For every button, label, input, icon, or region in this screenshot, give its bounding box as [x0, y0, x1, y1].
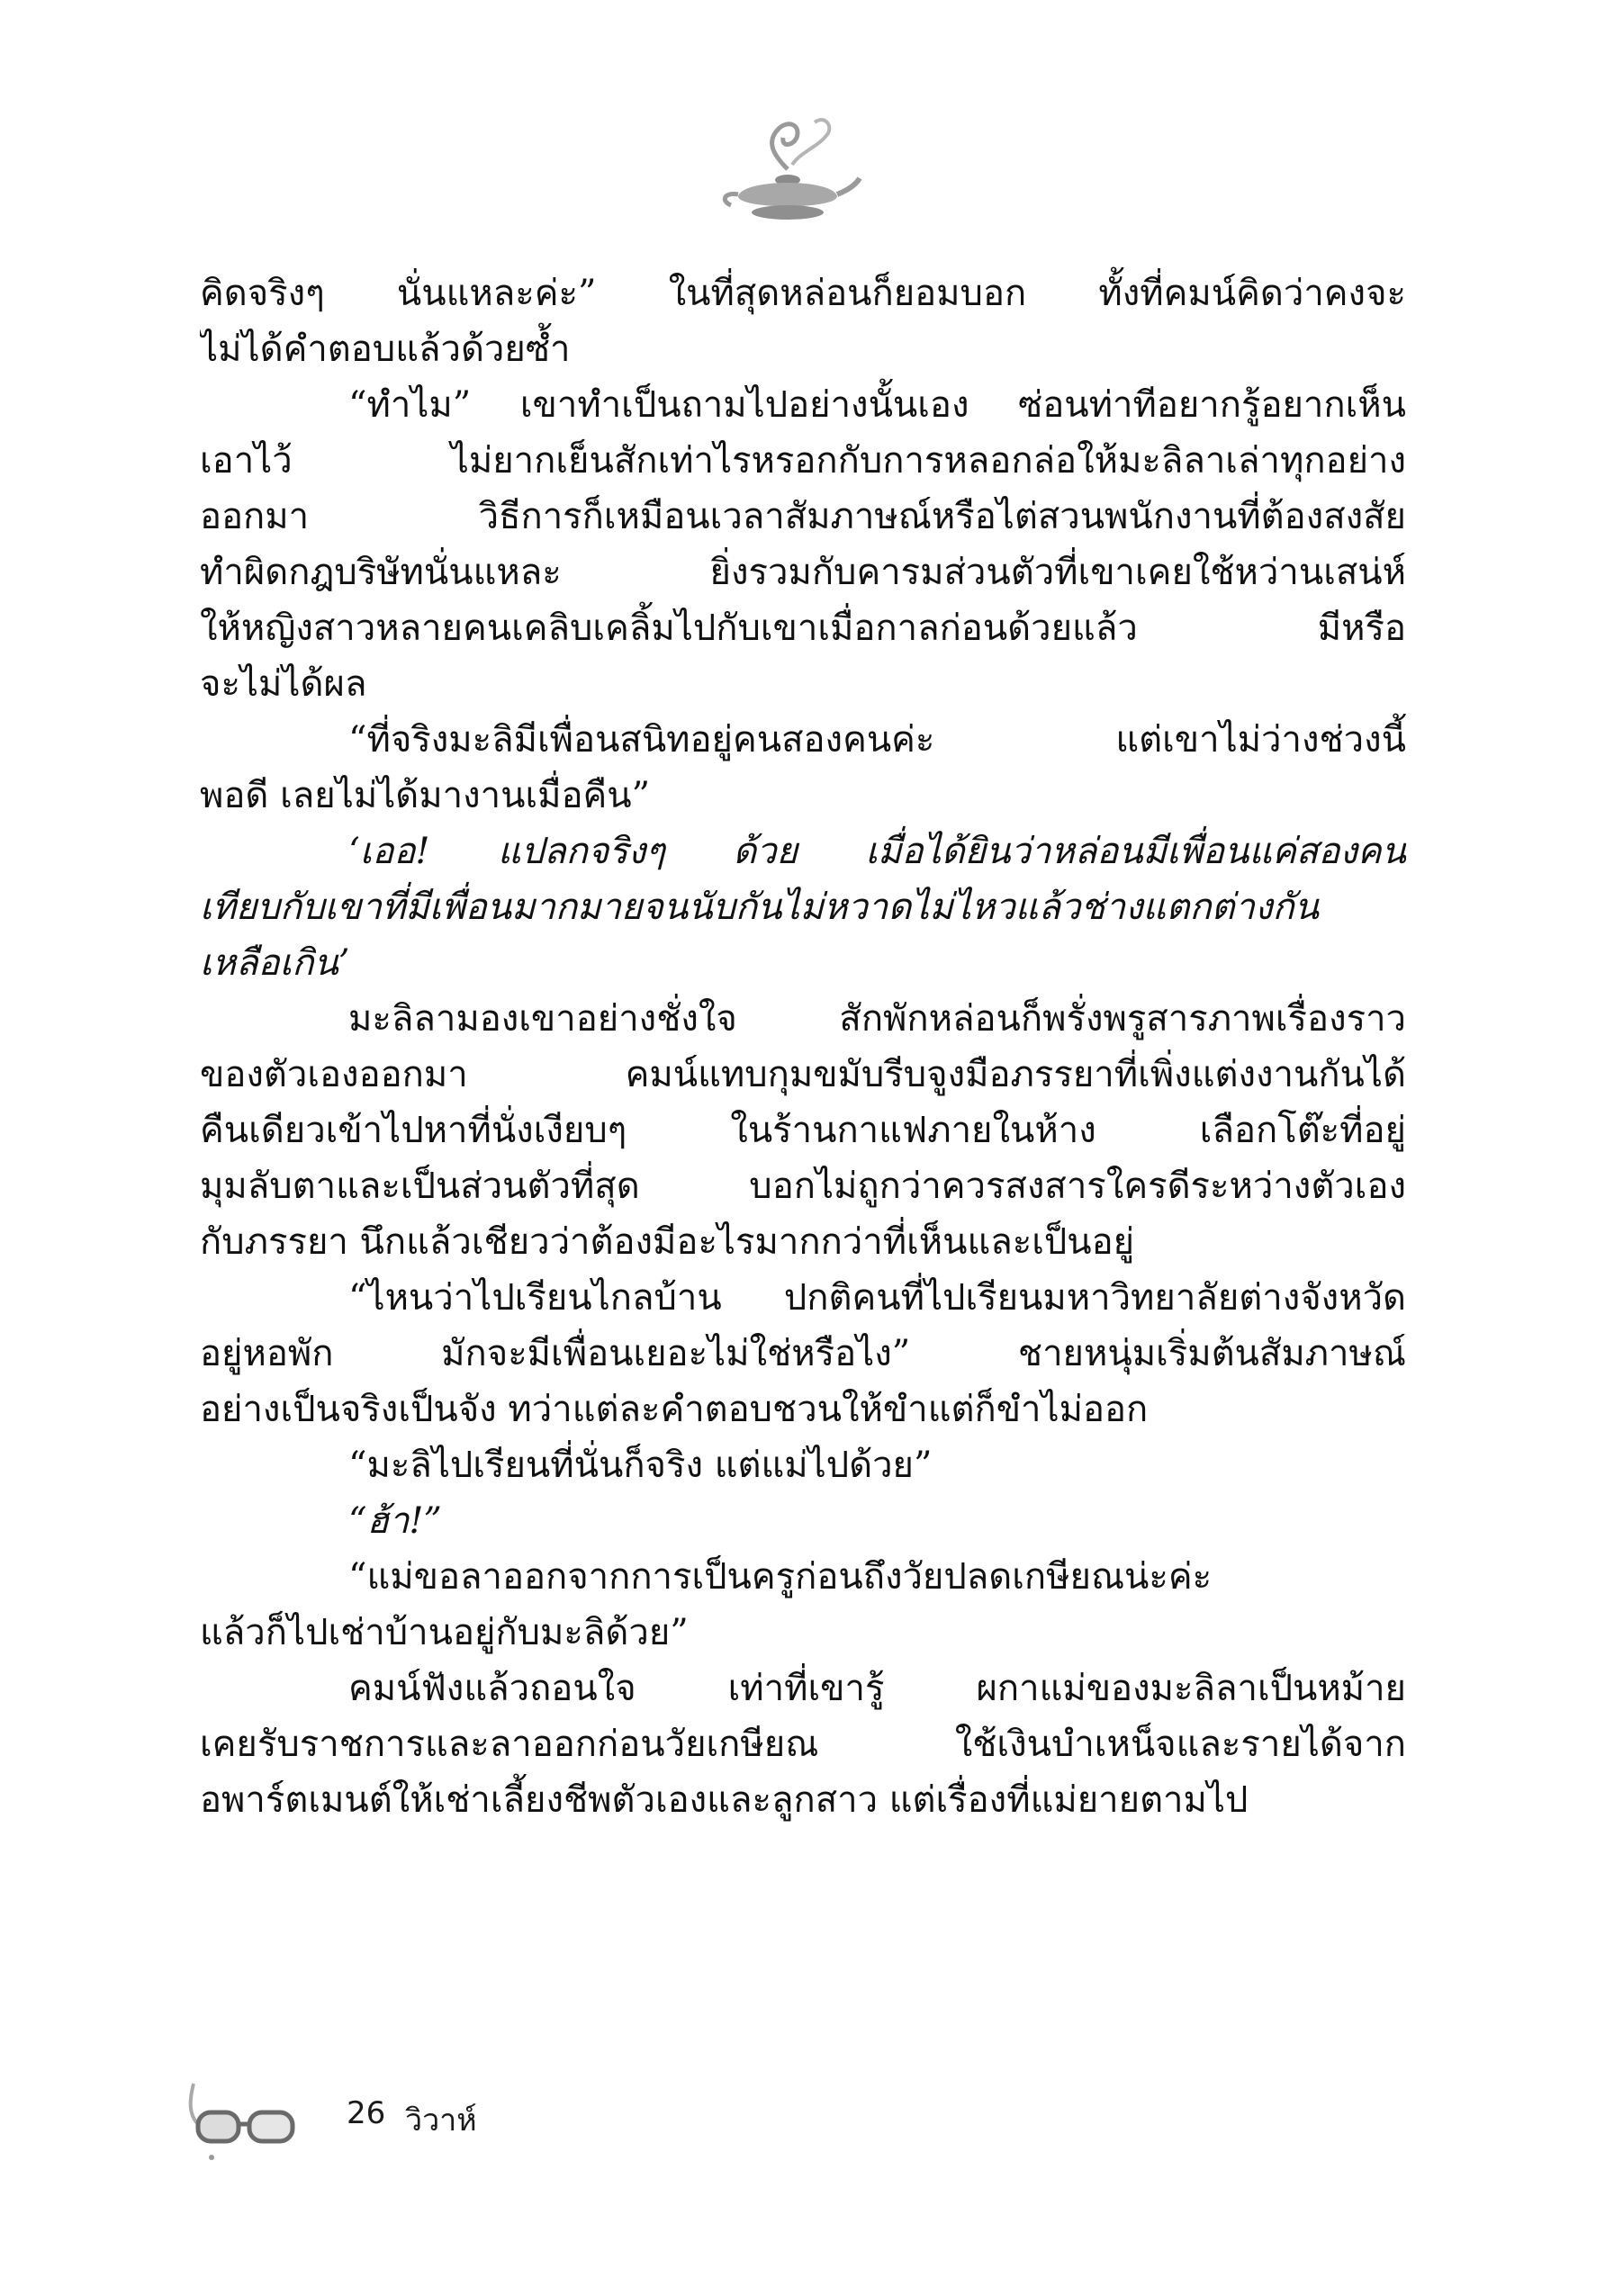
page-number: 26: [347, 2095, 386, 2131]
body-text: [200, 266, 1406, 1828]
page-footer: [185, 2070, 725, 2178]
text-line: ไม่ได้คำตอบแล้วด้วยซ้ำ: [200, 329, 571, 370]
text-line: เอาไว้ ไม่ยากเย็นสักเท่าไรหรอกกับการหลอกล่อให้มะลิลาเล่าทุกอย่าง: [200, 440, 1406, 482]
text-line: เคยรับราชการและลาออกก่อนวัยเกษียณ ใช้เงินบำเหน็จและรายได้จาก: [200, 1724, 1406, 1765]
text-line: คิดจริงๆ นั่นแหละค่ะ” ในที่สุดหล่อนก็ยอมบอก ทั้งที่คมน์คิดว่าคงจะ: [200, 273, 1406, 314]
text-line: “ทำไม” เขาทำเป็นถามไปอย่างนั้นเอง ซ่อนท่าทีอยากรู้อยากเห็น: [348, 384, 1406, 426]
paragraph: [200, 824, 1406, 991]
text-line: เหลือเกิน’: [200, 942, 350, 984]
text-line: ‘เออ! แปลกจริงๆ ด้วย เมื่อได้ยินว่าหล่อนมีเพื่อนแค่สองคน: [348, 831, 1406, 872]
text-line: ของตัวเองออกมา คมน์แทบกุมขมับรีบจูงมือภรรยาที่เพิ่งแต่งงานกันได้: [200, 1054, 1406, 1095]
text-line: คมน์ฟังแล้วถอนใจ เท่าที่เขารู้ ผกาแม่ของมะลิลาเป็นหม้าย: [348, 1668, 1406, 1709]
text-line: มะลิลามองเขาอย่างชั่งใจ สักพักหล่อนก็พรั่งพรูสารภาพเรื่องราว: [348, 998, 1406, 1040]
text-line: “ฮ้า!”: [348, 1500, 442, 1542]
paragraph: [200, 1493, 1406, 1549]
text-line: “แม่ขอลาออกจากการเป็นครูก่อนถึงวัยปลดเกษียณน่ะค่ะ: [348, 1556, 1213, 1598]
text-line: กับภรรยา นึกแล้วเชียวว่าต้องมีอะไรมากกว่าที่เห็นและเป็นอยู่: [200, 1221, 1135, 1263]
text-line: พอดี เลยไม่ได้มางานเมื่อคืน”: [200, 775, 651, 816]
book-title: วิวาห์: [405, 2102, 477, 2138]
text-line: เทียบกับเขาที่มีเพื่อนมากมายจนนับกันไม่หวาดไม่ไหวแล้วช่างแตกต่างกัน: [200, 887, 1320, 928]
text-line: อพาร์ตเมนต์ให้เช่าเลี้ยงชีพตัวเองและลูกสาว แต่เรื่องที่แม่ยายตามไป: [200, 1779, 1249, 1821]
text-line: จะไม่ได้ผล: [200, 663, 367, 705]
paragraph: [200, 1270, 1406, 1437]
paragraph: [200, 1437, 1406, 1493]
text-line: แล้วก็ไปเช่าบ้านอยู่กับมะลิด้วย”: [200, 1612, 689, 1653]
magic-lamp-icon: [702, 106, 864, 232]
text-line: “ไหนว่าไปเรียนไกลบ้าน ปกติคนที่ไปเรียนมหาวิทยาลัยต่างจังหวัด: [348, 1277, 1406, 1319]
text-line: “มะลิไปเรียนที่นั่นก็จริง แต่แม่ไปด้วย”: [348, 1445, 933, 1486]
text-line: อย่างเป็นจริงเป็นจัง ทว่าแต่ละคำตอบชวนให้ขำแต่ก็ขำไม่ออก: [200, 1389, 1149, 1430]
text-line: ออกมา วิธีการก็เหมือนเวลาสัมภาษณ์หรือไต่สวนพนักงานที่ต้องสงสัย: [200, 496, 1406, 537]
text-line: ทำผิดกฎบริษัทนั่นแหละ ยิ่งรวมกับคารมส่วนตัวที่เขาเคยใช้หว่านเสน่ห์: [200, 552, 1406, 593]
text-line: อยู่หอพัก มักจะมีเพื่อนเยอะไม่ใช่หรือไง” ชายหนุ่มเริ่มต้นสัมภาษณ์: [200, 1333, 1406, 1374]
text-line: มุมลับตาและเป็นส่วนตัวที่สุด บอกไม่ถูกว่าควรสงสารใครดีระหว่างตัวเอง: [200, 1166, 1406, 1207]
goggles-icon: [185, 2075, 320, 2165]
paragraph: [200, 1661, 1406, 1828]
text-line: คืนเดียวเข้าไปหาที่นั่งเงียบๆ ในร้านกาแฟภายในห้าง เลือกโต๊ะที่อยู่: [200, 1110, 1406, 1151]
paragraph: [200, 1549, 1406, 1661]
paragraph: [200, 266, 1406, 377]
text-line: “ที่จริงมะลิมีเพื่อนสนิทอยู่คนสองคนค่ะ แต่เขาไม่ว่างช่วงนี้: [348, 719, 1406, 761]
paragraph: [200, 712, 1406, 824]
paragraph: [200, 377, 1406, 712]
text-line: ให้หญิงสาวหลายคนเคลิบเคลิ้มไปกับเขาเมื่อกาลก่อนด้วยแล้ว มีหรือ: [200, 608, 1406, 649]
paragraph: [200, 991, 1406, 1270]
